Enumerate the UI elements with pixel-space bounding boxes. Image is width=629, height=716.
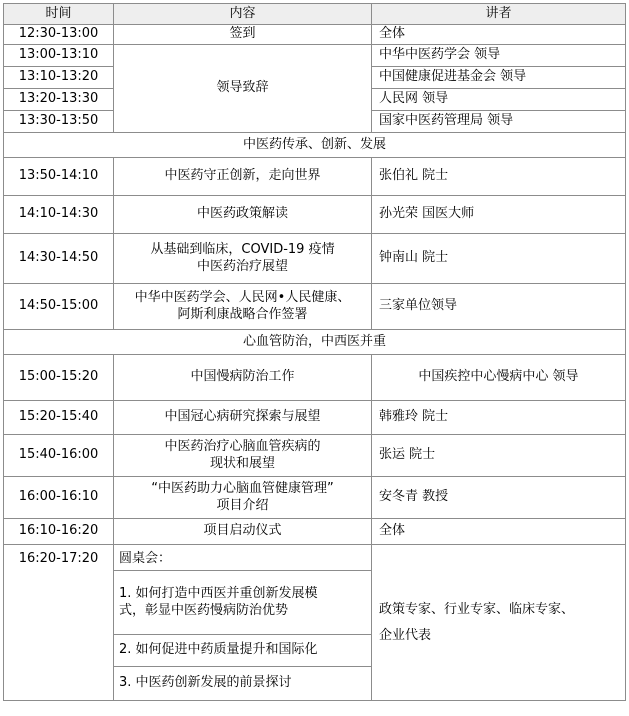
time-cell: 15:20-15:40	[4, 401, 114, 435]
speaker-line: 政策专家、行业专家、临床专家、	[379, 601, 575, 617]
time-cell: 13:30-13:50	[4, 111, 114, 133]
content-cell	[114, 284, 372, 330]
table-row	[4, 158, 626, 196]
content-cell: 中医药政策解读	[114, 196, 372, 234]
content-cell: 中国慢病防治工作	[114, 355, 372, 401]
time-cell: 14:50-15:00	[4, 284, 114, 330]
agenda-table	[3, 3, 626, 701]
section-header-row	[4, 330, 626, 355]
time-cell: 14:30-14:50	[4, 234, 114, 284]
speaker-cell: 张伯礼 院士	[372, 158, 626, 196]
table-row	[4, 234, 626, 284]
table-row	[4, 196, 626, 234]
speaker-cell: 全体	[372, 25, 626, 45]
time-cell: 13:50-14:10	[4, 158, 114, 196]
speaker-cell: 孙光荣 国医大师	[372, 196, 626, 234]
content-line: 中医药治疗心脑血管疾病的	[164, 438, 321, 454]
section-title: 中医药传承、创新、发展	[4, 133, 626, 158]
table-row	[4, 435, 626, 477]
speaker-cell: 中华中医药学会 领导	[372, 45, 626, 67]
speaker-cell: 三家单位领导	[372, 284, 626, 330]
table-row	[4, 401, 626, 435]
section-title: 心血管防治，中西医并重	[4, 330, 626, 355]
time-cell: 14:10-14:30	[4, 196, 114, 234]
speaker-cell: 韩雅玲 院士	[372, 401, 626, 435]
speaker-cell: 全体	[372, 519, 626, 545]
roundtable-title: 圆桌会：	[114, 545, 372, 571]
content-cell: 签到	[114, 25, 372, 45]
speaker-cell: 张运 院士	[372, 435, 626, 477]
content-cell: 中国冠心病研究探索与展望	[114, 401, 372, 435]
speaker-cell: 中国疾控中心慢病中心 领导	[372, 355, 626, 401]
time-cell: 13:10-13:20	[4, 67, 114, 89]
speaker-cell: 钟南山 院士	[372, 234, 626, 284]
content-line: 中医药治疗展望	[196, 258, 288, 274]
content-cell: 中医药守正创新，走向世界	[114, 158, 372, 196]
content-cell: 领导致辞	[114, 45, 372, 133]
section-header-row	[4, 133, 626, 158]
speaker-cell: 中国健康促进基金会 领导	[372, 67, 626, 89]
speaker-cell: 人民网 领导	[372, 89, 626, 111]
table-row	[4, 355, 626, 401]
content-line: 从基础到临床，COVID-19 疫情	[150, 241, 335, 257]
time-cell: 15:40-16:00	[4, 435, 114, 477]
time-cell: 16:10-16:20	[4, 519, 114, 545]
table-row	[4, 519, 626, 545]
content-line: 现状和展望	[209, 455, 275, 471]
header-content: 内容	[114, 4, 372, 25]
roundtable-topic: 3. 中医药创新发展的前景探讨	[114, 667, 372, 701]
speaker-cell	[372, 545, 626, 701]
header-row	[4, 4, 626, 25]
content-cell	[114, 477, 372, 519]
content-line: 阿斯利康战略合作签署	[177, 306, 308, 322]
content-cell	[114, 435, 372, 477]
time-cell: 12:30-13:00	[4, 25, 114, 45]
header-time: 时间	[4, 4, 114, 25]
topic-line: 1. 如何打造中西医并重创新发展模	[119, 585, 318, 601]
time-cell: 13:20-13:30	[4, 89, 114, 111]
content-cell	[114, 234, 372, 284]
content-cell: 项目启动仪式	[114, 519, 372, 545]
table-row	[4, 45, 626, 67]
content-line: 项目介绍	[216, 497, 269, 513]
topic-line: 式，彰显中医药慢病防治优势	[119, 602, 289, 618]
roundtable-topic: 2. 如何促进中药质量提升和国际化	[114, 635, 372, 667]
speaker-cell: 国家中医药管理局 领导	[372, 111, 626, 133]
table-row	[4, 284, 626, 330]
time-cell: 16:00-16:10	[4, 477, 114, 519]
time-cell: 15:00-15:20	[4, 355, 114, 401]
time-cell: 16:20-17:20	[4, 545, 114, 701]
time-cell: 13:00-13:10	[4, 45, 114, 67]
roundtable-row	[4, 545, 626, 571]
content-line: 中华中医药学会、人民网•人民健康、	[134, 289, 351, 305]
speaker-cell: 安冬青 教授	[372, 477, 626, 519]
table-row	[4, 477, 626, 519]
roundtable-topic	[114, 571, 372, 635]
table-row	[4, 25, 626, 45]
header-speaker: 讲者	[372, 4, 626, 25]
speaker-line: 企业代表	[379, 627, 432, 643]
content-line: “中医药助力心脑血管健康管理”	[151, 480, 334, 496]
